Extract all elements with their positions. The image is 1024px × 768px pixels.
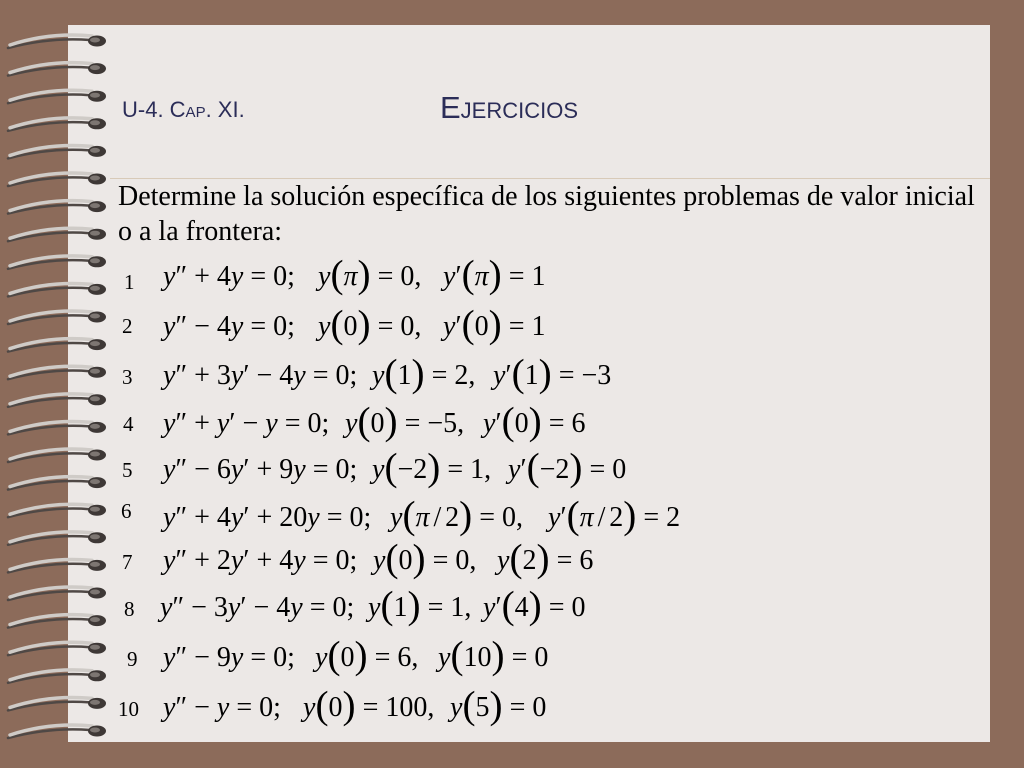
spiral-ring <box>8 63 106 76</box>
close-paren: ) <box>528 583 542 627</box>
problem-row <box>0 252 990 297</box>
spiral-ring <box>8 145 106 158</box>
problem-number: 5 <box>122 458 133 482</box>
open-paren: ( <box>526 445 540 489</box>
differential-equation: y″ − 3y′ − 4y = 0; <box>160 592 355 623</box>
unit-label: U-4. Cap. XI. <box>122 97 245 122</box>
math-variable: y <box>163 692 176 723</box>
ring-hole-highlight <box>90 231 100 236</box>
math-variable: y <box>230 642 244 673</box>
math-variable: y <box>315 642 328 673</box>
differential-equation: y″ − 9y = 0; <box>163 642 295 673</box>
spiral-ring <box>8 532 106 545</box>
ring-hole-highlight <box>90 203 100 208</box>
math-variable: y <box>160 592 173 623</box>
ring-hole-highlight <box>90 590 100 595</box>
condition-1: y(π) = 0, <box>318 252 422 296</box>
open-paren: ( <box>566 493 580 537</box>
condition-1: y(π / 2) = 0, <box>390 493 523 537</box>
problem-number: 10 <box>118 697 139 721</box>
condition-1: y(0) = −5, <box>345 399 465 443</box>
open-paren: ( <box>402 493 416 537</box>
page-title: Ejercicios <box>440 90 579 125</box>
header-divider <box>110 178 990 179</box>
problem-row <box>0 493 990 538</box>
condition-2: y′(π / 2) = 2 <box>548 493 681 537</box>
math-variable: y <box>265 408 278 439</box>
open-paren: ( <box>509 536 523 580</box>
spiral-ring <box>8 339 106 352</box>
spiral-ring <box>8 394 106 407</box>
problem-number: 1 <box>124 270 135 294</box>
ring-hole-highlight <box>90 258 100 263</box>
close-paren: ) <box>357 252 371 296</box>
ring-hole-highlight <box>90 672 100 677</box>
instructions-line: o a la frontera: <box>118 216 283 247</box>
differential-equation: y″ − 4y = 0; <box>163 311 295 342</box>
close-paren: ) <box>536 536 550 580</box>
math-variable: y <box>493 360 506 391</box>
problem-number: 9 <box>127 647 138 671</box>
open-paren: ( <box>330 302 344 346</box>
ring-hole-highlight <box>90 728 100 733</box>
math-variable: y <box>230 545 244 576</box>
condition-1: y(0) = 6, <box>315 633 419 677</box>
condition-2: y′(1) = −3 <box>493 351 612 395</box>
spiral-ring <box>8 559 106 572</box>
math-variable: y <box>373 545 386 576</box>
close-paren: ) <box>354 633 368 677</box>
spiral-ring <box>8 615 106 628</box>
spiral-ring <box>8 477 106 490</box>
math-variable: π <box>474 261 489 292</box>
ring-hole-highlight <box>90 93 100 98</box>
math-variable: y <box>163 502 176 533</box>
spiral-ring <box>8 256 106 269</box>
close-paren: ) <box>488 252 502 296</box>
math-variable: y <box>163 261 176 292</box>
spiral-ring <box>8 697 106 710</box>
division-slash: / <box>433 502 442 533</box>
open-paren: ( <box>384 351 398 395</box>
math-variable: y <box>345 408 358 439</box>
ring-hole-highlight <box>90 424 100 429</box>
spiral-ring <box>8 201 106 214</box>
math-variable: y <box>443 311 456 342</box>
ring-hole-highlight <box>90 700 100 705</box>
ring-hole-highlight <box>90 507 100 512</box>
math-variable: y <box>303 692 316 723</box>
math-variable: y <box>483 408 496 439</box>
math-variable: y <box>483 592 496 623</box>
problem-row <box>0 583 990 628</box>
condition-2: y′(−2) = 0 <box>508 445 627 489</box>
spiral-ring <box>8 504 106 517</box>
math-variable: π <box>579 502 594 533</box>
math-variable: y <box>368 592 381 623</box>
problem-number: 3 <box>122 365 133 389</box>
math-variable: y <box>372 454 385 485</box>
spiral-ring <box>8 642 106 655</box>
differential-equation: y″ + 4y = 0; <box>163 261 295 292</box>
math-variable: y <box>216 408 230 439</box>
condition-2: y(2) = 6 <box>497 536 594 580</box>
differential-equation: y″ + y′ − y = 0; <box>163 408 330 439</box>
close-paren: ) <box>411 351 425 395</box>
problem-number: 2 <box>122 314 133 338</box>
open-paren: ( <box>461 252 475 296</box>
condition-1: y(−2) = 1, <box>372 445 492 489</box>
instructions-line: Determine la solución específica de los siguientes problemas de valor inicial <box>118 181 975 212</box>
ring-hole-highlight <box>90 562 100 567</box>
spiral-ring <box>8 449 106 462</box>
spiral-ring <box>8 228 106 241</box>
condition-1: y(0) = 0, <box>318 302 422 346</box>
math-variable: y <box>290 592 303 623</box>
math-variable: y <box>230 311 244 342</box>
math-variable: y <box>497 545 510 576</box>
ring-hole-highlight <box>90 617 100 622</box>
math-variable: y <box>230 261 244 292</box>
spiral-ring <box>8 35 106 48</box>
close-paren: ) <box>528 399 542 443</box>
condition-1: y(0) = 100, <box>303 683 435 727</box>
condition-1: y(1) = 2, <box>372 351 476 395</box>
math-variable: y <box>438 642 451 673</box>
math-variable: y <box>293 454 306 485</box>
ring-hole-highlight <box>90 369 100 374</box>
problem-row <box>0 536 990 581</box>
spiral-ring <box>8 283 106 296</box>
spiral-ring <box>8 90 106 103</box>
math-variable: y <box>230 502 244 533</box>
ring-hole-highlight <box>90 148 100 153</box>
close-paren: ) <box>384 399 398 443</box>
differential-equation: y″ − y = 0; <box>163 692 281 723</box>
spiral-ring <box>8 311 106 324</box>
math-variable: y <box>372 360 385 391</box>
math-variable: y <box>548 502 561 533</box>
math-variable: y <box>227 592 241 623</box>
close-paren: ) <box>357 302 371 346</box>
ring-hole-highlight <box>90 396 100 401</box>
math-variable: y <box>163 454 176 485</box>
close-paren: ) <box>459 493 473 537</box>
ring-hole-highlight <box>90 176 100 181</box>
close-paren: ) <box>623 493 637 537</box>
spiral-ring <box>8 587 106 600</box>
math-variable: y <box>230 454 244 485</box>
spiral-binding <box>0 0 120 768</box>
close-paren: ) <box>538 351 552 395</box>
open-paren: ( <box>330 252 344 296</box>
open-paren: ( <box>380 583 394 627</box>
problem-row <box>0 351 990 396</box>
differential-equation: y″ + 2y′ + 4y = 0; <box>163 545 358 576</box>
spiral-ring <box>8 421 106 434</box>
spiral-ring <box>8 725 106 738</box>
problem-row <box>0 445 990 490</box>
ring-hole-highlight <box>90 314 100 319</box>
math-variable: π <box>343 261 358 292</box>
math-variable: y <box>450 692 463 723</box>
open-paren: ( <box>511 351 525 395</box>
problem-row <box>0 399 990 444</box>
math-variable: y <box>443 261 456 292</box>
spiral-ring <box>8 173 106 186</box>
problem-number: 7 <box>122 550 133 574</box>
close-paren: ) <box>491 633 505 677</box>
problem-number: 6 <box>121 499 132 523</box>
close-paren: ) <box>342 683 356 727</box>
condition-2: y′(4) = 0 <box>483 583 586 627</box>
ring-hole-highlight <box>90 38 100 43</box>
math-variable: y <box>318 261 331 292</box>
condition-2: y′(π) = 1 <box>443 252 546 296</box>
differential-equation: y″ − 6y′ + 9y = 0; <box>163 454 358 485</box>
open-paren: ( <box>327 633 341 677</box>
math-variable: y <box>307 502 320 533</box>
math-variable: y <box>163 360 176 391</box>
condition-2: y(10) = 0 <box>438 633 549 677</box>
ring-hole-highlight <box>90 120 100 125</box>
close-paren: ) <box>407 583 421 627</box>
differential-equation: y″ + 4y′ + 20y = 0; <box>163 502 372 533</box>
math-variable: y <box>508 454 521 485</box>
differential-equation: y″ + 3y′ − 4y = 0; <box>163 360 358 391</box>
math-variable: y <box>230 360 244 391</box>
math-variable: y <box>163 408 176 439</box>
close-paren: ) <box>412 536 426 580</box>
open-paren: ( <box>501 399 515 443</box>
spiral-ring <box>8 366 106 379</box>
open-paren: ( <box>385 536 399 580</box>
open-paren: ( <box>501 583 515 627</box>
condition-1: y(1) = 1, <box>368 583 472 627</box>
ring-hole-highlight <box>90 65 100 70</box>
open-paren: ( <box>384 445 398 489</box>
close-paren: ) <box>569 445 583 489</box>
spiral-ring <box>8 118 106 131</box>
condition-2: y′(0) = 1 <box>443 302 546 346</box>
open-paren: ( <box>461 302 475 346</box>
open-paren: ( <box>357 399 371 443</box>
math-variable: π <box>415 502 430 533</box>
problem-row <box>0 302 990 347</box>
math-variable: y <box>163 311 176 342</box>
problem-row <box>0 683 990 728</box>
division-slash: / <box>597 502 606 533</box>
close-paren: ) <box>427 445 441 489</box>
close-paren: ) <box>489 683 503 727</box>
open-paren: ( <box>315 683 329 727</box>
open-paren: ( <box>450 633 464 677</box>
ring-hole-highlight <box>90 452 100 457</box>
condition-2: y(5) = 0 <box>450 683 547 727</box>
ring-hole-highlight <box>90 286 100 291</box>
open-paren: ( <box>462 683 476 727</box>
ring-hole-highlight <box>90 341 100 346</box>
math-variable: y <box>216 692 230 723</box>
condition-2: y′(0) = 6 <box>483 399 586 443</box>
spiral-ring <box>8 670 106 683</box>
problem-number: 4 <box>123 412 134 436</box>
problem-row <box>0 633 990 678</box>
condition-1: y(0) = 0, <box>373 536 477 580</box>
problem-number: 8 <box>124 597 135 621</box>
math-variable: y <box>293 360 306 391</box>
math-variable: y <box>318 311 331 342</box>
math-variable: y <box>390 502 403 533</box>
close-paren: ) <box>488 302 502 346</box>
ring-hole-highlight <box>90 645 100 650</box>
ring-hole-highlight <box>90 534 100 539</box>
math-variable: y <box>163 545 176 576</box>
ring-hole-highlight <box>90 479 100 484</box>
math-variable: y <box>163 642 176 673</box>
math-variable: y <box>293 545 306 576</box>
